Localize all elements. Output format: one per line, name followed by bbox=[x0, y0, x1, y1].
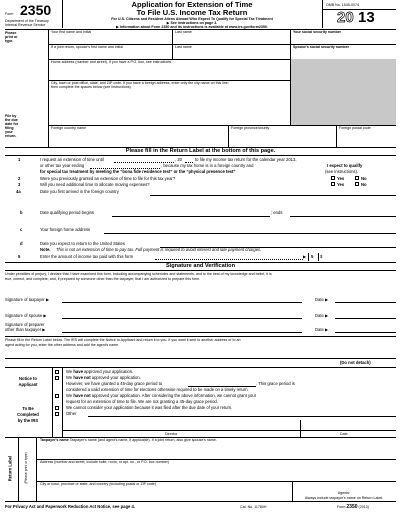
foreign-postal-field[interactable] bbox=[338, 131, 396, 145]
do-not-detach: (Do not detach) bbox=[340, 360, 371, 365]
info-line: ▶ Information about Form 2350 and its instructions is available at www.irs.gov/form2350. bbox=[116, 24, 268, 29]
privacy-notice: For Privacy Act and Paperwork Reduction Act Notice, see page 4. bbox=[5, 504, 136, 509]
approved-checkbox[interactable] bbox=[55, 370, 59, 374]
taxpayer-date-label: Date ▶ bbox=[315, 297, 329, 302]
line4a-text: Date you first arrived in the foreign country bbox=[40, 189, 119, 194]
by-irs-label: by the IRS bbox=[17, 418, 39, 423]
perjury-text-1: Under penalties of perjury, I declare that I have examined this form, including accompanying schedules and statements, and to the best of my knowledge and belief, it is bbox=[5, 272, 272, 276]
spouse-last-field[interactable] bbox=[174, 50, 288, 59]
line5-text: Enter the amount of income tax paid with this form bbox=[40, 254, 134, 259]
line4b-ends: ; ends bbox=[271, 210, 283, 215]
form-number: 2350 bbox=[20, 2, 52, 18]
perjury-text-2: true, correct, and complete; and, if prepared by someone other than the taxpayer, that I am authorized to prepare this form. bbox=[5, 277, 201, 281]
line4c-text: Your foreign home address bbox=[40, 227, 91, 232]
notice-date-label: Date bbox=[340, 432, 348, 436]
line2-no-label: No bbox=[361, 176, 367, 181]
see-instructions: ▶ See instructions on page 3. bbox=[166, 20, 218, 25]
line5-number: 5 bbox=[18, 254, 21, 259]
line1-text-g: for special tax treatment by meeting the “bona fide residence test” or the “physical presence test” bbox=[40, 169, 236, 174]
return-city-label: City or town, province or state, and country (including postal or ZIP code) bbox=[40, 482, 156, 486]
spouse-ssn-label: Spouse's social security number bbox=[293, 45, 349, 49]
return-city-field[interactable] bbox=[38, 487, 288, 500]
agents-note: Always include taxpayer's name on Return Label. bbox=[304, 495, 384, 500]
foreign-province-label: Foreign province/county bbox=[231, 126, 270, 130]
your-ssn-label: Your social security number bbox=[293, 30, 342, 34]
line5-box-number: 5 bbox=[311, 254, 314, 259]
foreign-province-field[interactable] bbox=[230, 131, 334, 145]
option2-grace-text-b: . This grace period is bbox=[256, 381, 295, 386]
completed-label: Completed bbox=[17, 412, 39, 417]
signature-header: Signature and Verification bbox=[165, 263, 235, 269]
line2-yes-label: Yes bbox=[337, 176, 345, 181]
line3-text: Will you need additional time to allocate moving expenses? bbox=[40, 182, 150, 187]
city-field[interactable] bbox=[50, 90, 288, 124]
line2-yes-checkbox[interactable] bbox=[331, 176, 335, 180]
line3-yes-label: Yes bbox=[337, 182, 345, 187]
other-checkbox[interactable] bbox=[55, 412, 59, 416]
to-be-label: To Be bbox=[22, 406, 34, 411]
home-address-field[interactable] bbox=[50, 65, 288, 79]
line3-yes-checkbox[interactable] bbox=[331, 182, 335, 186]
taxpayer-name-field[interactable] bbox=[38, 443, 394, 457]
footer-form-ref: Form 2350 (2013) bbox=[337, 504, 369, 510]
foreign-country-field[interactable] bbox=[50, 131, 226, 145]
line1-text-a: I request an extension of time until bbox=[40, 157, 104, 162]
file-by-label: File by the due date for filing your return. bbox=[5, 114, 19, 138]
line1-text-d: or other tax year ending bbox=[40, 163, 85, 168]
spouse-last-label: Last name bbox=[175, 45, 192, 49]
title-line1: Application for Extension of Time bbox=[131, 0, 253, 9]
line2-number: 2 bbox=[18, 176, 21, 181]
return-label-note-2: agent acting for you, enter the other address and add the agent's name. bbox=[5, 343, 120, 347]
omb-number: OMB No. 1545-0074 bbox=[326, 3, 359, 7]
last-name-label: Last name bbox=[175, 30, 192, 34]
year-outline: 20 bbox=[337, 9, 354, 26]
note-label: Note. bbox=[40, 247, 51, 252]
dept-line1: Department of the Treasury bbox=[5, 19, 49, 23]
option1-text: We have approved your application. bbox=[66, 369, 134, 374]
dept-line2: Internal Revenue Service bbox=[5, 23, 46, 27]
city-label: City, town or post office, state, and ZIP code. If you have a foreign address, enter only the city name on this line; bbox=[51, 81, 229, 85]
taxpayer-name-label: Taxpayer's name Taxpayer's name (and agent's name, if applicable). If a joint return, also give spouse's name. bbox=[40, 438, 217, 442]
spouse-date-label: Date ▶ bbox=[315, 313, 329, 318]
line1-number: 1 bbox=[18, 157, 21, 162]
return-label-banner: Please fill in the Return Label at the bottom of this page. bbox=[125, 148, 276, 154]
line1-text-f: I expect to qualify bbox=[327, 163, 363, 168]
option2-valid-text: considered a valid extension of time for elections otherwise required to be made on a timely return. bbox=[66, 387, 249, 392]
return-label-note-1: Please fill in the Return Label below. The IRS will complete the Notice to Applicant and return it to you. If you want it sent to another address or to an bbox=[5, 338, 241, 342]
line4c-number: c bbox=[20, 227, 23, 232]
line4d-text: Date you expect to return to the United States bbox=[40, 241, 125, 246]
option2-grace-text: However, we have granted a 45-day grace period to bbox=[66, 381, 163, 386]
option5-text: Other bbox=[66, 411, 77, 416]
return-address-field[interactable] bbox=[38, 465, 394, 479]
line2-no-checkbox[interactable] bbox=[355, 176, 359, 180]
line3-no-checkbox[interactable] bbox=[355, 182, 359, 186]
line1-text-e: , because my tax home is in a foreign country and bbox=[161, 163, 254, 168]
dollar-sign: $ bbox=[320, 254, 323, 259]
agents-label: Agents: bbox=[337, 491, 351, 495]
return-label-side: Return Label bbox=[7, 455, 13, 482]
applicant-label: Applicant bbox=[18, 382, 38, 387]
spouse-ssn-field[interactable] bbox=[292, 50, 396, 59]
director-label: Director bbox=[165, 432, 178, 436]
taxpayer-signature-label: Signature of taxpayer ▶ bbox=[5, 297, 50, 302]
line4b-text: Date qualifying period begins bbox=[40, 210, 95, 215]
line4d-number: d bbox=[20, 241, 23, 246]
preparer-signature-label-1: Signature of preparer bbox=[5, 322, 45, 327]
line5-amount-field[interactable] bbox=[319, 253, 396, 261]
preparer-signature-label-2: other than taxpayer ▶ bbox=[5, 327, 46, 332]
line4a-number: 4a bbox=[16, 189, 21, 194]
please-print-label: Please print or type. bbox=[5, 31, 18, 43]
first-name-label: Your first name and initial bbox=[51, 30, 92, 34]
city-label-2: then complete the spaces below (see instructions). bbox=[51, 85, 132, 89]
preparer-date-label: Date ▶ bbox=[315, 327, 329, 332]
foreign-postal-label: Foreign postal code bbox=[339, 126, 371, 130]
spouse-name-label: If a joint return, spouse's first name and initial bbox=[51, 45, 123, 49]
title-line2: To File U.S. Income Tax Return bbox=[136, 7, 248, 17]
cat-number: Cat. No. 11780H bbox=[240, 505, 267, 509]
foreign-country-label: Foreign country name bbox=[51, 126, 86, 130]
cannot-consider-checkbox[interactable] bbox=[55, 406, 59, 410]
subtitle: For U.S. Citizens and Resident Aliens Abroad Who Expect To Qualify for Special Tax Treatment bbox=[111, 16, 273, 21]
note-text: This is not an extension of time to pay tax. Full payment is required to avoid interest and late payment charges. bbox=[56, 247, 262, 252]
line3-no-label: No bbox=[361, 182, 367, 187]
line1-text-b: , 20 bbox=[175, 157, 182, 162]
line1-text-c: to file my income tax return for the calendar year 2013, bbox=[195, 157, 297, 162]
your-ssn-field[interactable] bbox=[292, 35, 396, 43]
return-label-side-2: (Please print or type) bbox=[24, 452, 28, 484]
home-address-label: Home address (number and street). If you have a P.O. box, see instructions. bbox=[51, 60, 172, 64]
option4-text: We cannot consider your application because it was filed after the due date of your return. bbox=[66, 405, 233, 410]
year-bold: 13 bbox=[358, 9, 375, 26]
not-approved-grace-checkbox[interactable] bbox=[55, 376, 59, 380]
option3-text-2: request for an extension of time to file. We are not granting a 45-day grace period. bbox=[66, 399, 218, 404]
line3-number: 3 bbox=[18, 182, 21, 187]
line2-text: Were you previously granted an extension of time to file for this tax year? bbox=[40, 176, 176, 181]
form-label: Form bbox=[5, 12, 14, 16]
not-approved-denied-checkbox[interactable] bbox=[55, 394, 59, 398]
option3-text: We have not approved your application. After considering the above information, we cannot grant your bbox=[66, 393, 257, 398]
option2-text: We have not approved your application. bbox=[66, 375, 141, 380]
spouse-signature-label: Signature of spouse ▶ bbox=[5, 313, 47, 318]
line5-arrow: ▶ bbox=[303, 254, 307, 259]
return-address-label: Address (number and street, include suite, room, or apt. no., or P.O. box number) bbox=[40, 460, 169, 464]
line1-text-h: (see instructions). bbox=[325, 169, 359, 174]
spouse-name-field[interactable] bbox=[50, 50, 170, 59]
shaded-area bbox=[290, 59, 396, 125]
notice-to-label: Notice to bbox=[19, 376, 37, 381]
line4b-number: b bbox=[20, 210, 23, 215]
